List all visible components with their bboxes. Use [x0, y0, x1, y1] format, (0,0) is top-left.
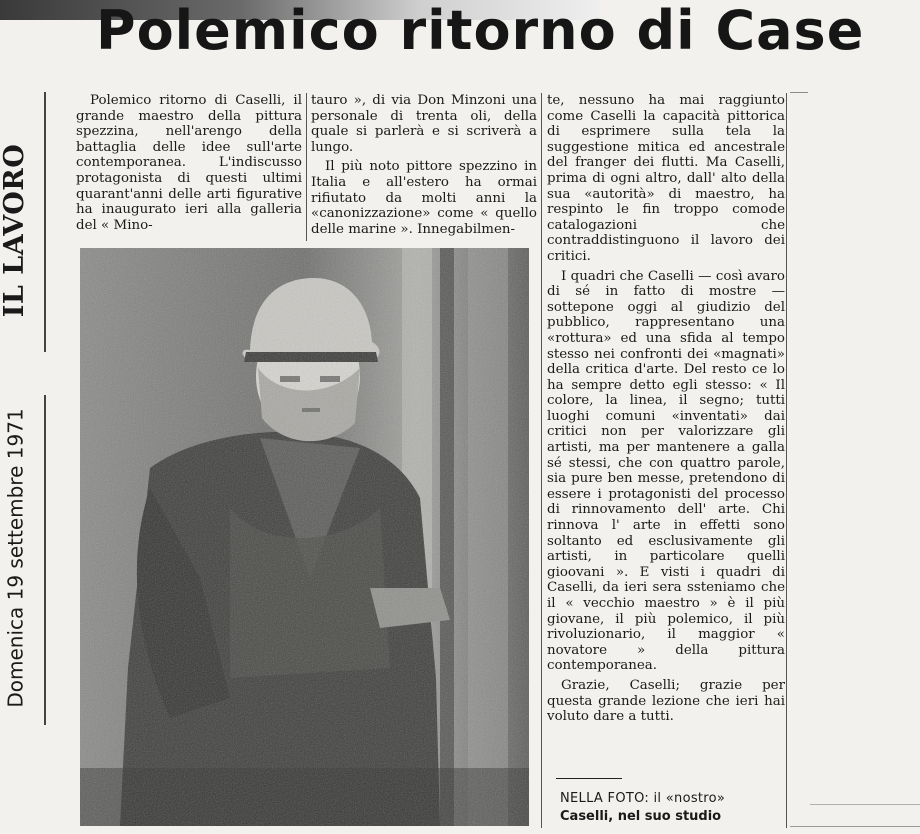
masthead-text: IL LAVORO: [0, 143, 31, 317]
photo-figure: [80, 248, 529, 826]
paragraph: te, nessuno ha mai raggiunto come Caselli la capacità pittorica di esprimere sulla tela la suggestione mitica ed ancestrale del franger dei flutti. Ma Caselli, prima di ogni altro, dall' alto della sua «autorità» di maestro, ha respinto le fin troppo comode catalogazioni che contraddistinguono il lavoro dei critici.: [547, 93, 785, 264]
paragraph: Polemico ritorno di Caselli, il grande maestro della pittura spezzina, nell'arengo della battaglia delle idee sull'arte contemporanea. L'indiscusso protagonista di questi ultimi quarant'anni delle arti figurative ha inaugurato ieri alla galleria del « Mino-: [76, 93, 302, 233]
dateline-text: Domenica 19 settembre 1971: [4, 407, 28, 708]
paragraph: tauro », di via Don Minzoni una personale di trenta oli, della quale si parlerà e si scriverà a lungo.: [311, 93, 537, 155]
margin-mark: [790, 826, 920, 827]
margin-mark: [810, 804, 920, 805]
dateline-rule: [44, 395, 46, 725]
paragraph: I quadri che Caselli — così avaro di sé in fatto di mostre — sottepone oggi al giudizio del pubblico, rappresentano una «rottura» ed una sfida al tempo stesso nei confronti dei «magnati» della critica d'arte. Del resto ce lo ha sempre detto egli stesso: « Il colore, la linea, il segno; tutti luoghi comuni «inventati» dai critici non per valorizzare gli artisti, ma per mantenere a galla sé stessi, che con quattro parole, sia pure ben messe, pretendono di essere i protagonisti del processo di rinnovamento dell' arte. Chi rinnova l' arte in effetti sono soltanto ed esclusivamente gli artisti, in particolare quelli gioovani ». E visti i quadri di Caselli, da ieri sera ssteniamo che il « vecchio maestro » è il più giovane, il più polemico, il più rivoluzionario, il maggior « novatore » della pittura contemporanea.: [547, 268, 785, 674]
headline: Polemico ritorno di Case: [96, 0, 865, 62]
blank-margin: [790, 0, 920, 834]
article-column-2: [311, 93, 537, 237]
masthead-rule: [44, 92, 46, 352]
margin-mark: [790, 92, 808, 93]
column-separator: [786, 93, 787, 828]
masthead-vertical: [0, 143, 31, 317]
caption-line-1: NELLA FOTO: il «nostro»: [560, 791, 726, 806]
column-separator: [306, 93, 307, 241]
paragraph: Il più noto pittore spezzino in Italia e all'estero ha ormai rifiutato da molti anni la «canonizzazione» come « quello delle marine ». Innegabilmen-: [311, 159, 537, 237]
article-column-3: [547, 93, 785, 725]
portrait-photo: [80, 248, 529, 826]
article-column-1: [76, 93, 302, 233]
caption-rule: [556, 778, 622, 779]
photo-caption: [560, 790, 784, 826]
paragraph: Grazie, Caselli; grazie per questa grande lezione che ieri hai voluto dare a tutti.: [547, 677, 785, 725]
column-separator: [541, 93, 542, 828]
dateline-vertical: [2, 395, 30, 720]
caption-line-2: Caselli, nel suo studio: [560, 809, 722, 824]
